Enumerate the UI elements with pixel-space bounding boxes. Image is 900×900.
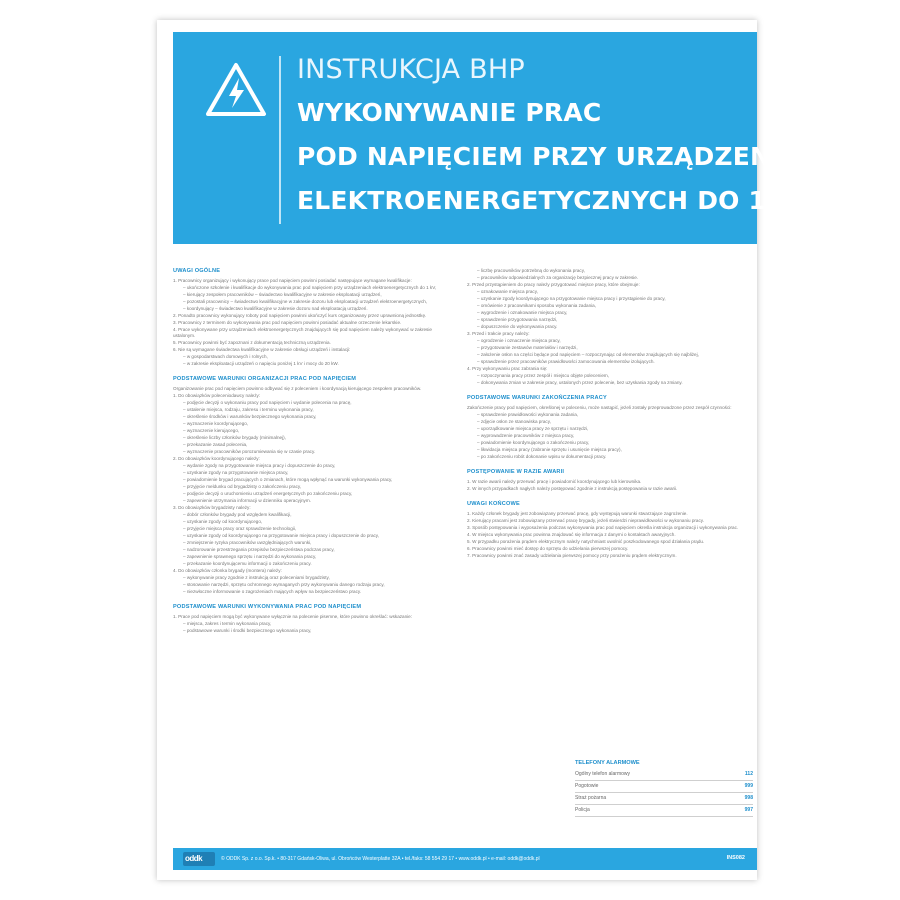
sub-item: – pracowników odpowiedzialnych za organizację bezpiecznej pracy w zakresie. <box>477 275 639 280</box>
sub-item: – oznakowanie miejsca pracy, <box>477 289 538 294</box>
paragraph: 3. Przed i trakcie pracy należy: <box>467 331 530 336</box>
sub-item: – ukończone szkolenie i kwalifikacje do wykonywania prac pod napięciem przy urządzeniach elektroenergetycznych do 1 kV, <box>183 285 437 290</box>
sub-item: – zapewnienie sprawnego sprzętu i narzędzi do wykonania pracy, <box>183 554 317 559</box>
paragraph: 6. Pracownicy powinni mieć dostęp do sprzętu do udzielania pierwszej pomocy. <box>467 546 629 551</box>
sub-item: – koordynujący – świadectwo kwalifikacyjne w zakresie dozoru nad eksploatacją urządzeń. <box>183 306 368 311</box>
paragraph: 3. Sposób postępowania i wyposażenia podczas wykonywania prac pod napięciem określa instrukcja organizacji i wykonywania prac. <box>467 525 739 530</box>
sub-item: – podjęcie decyzji o uruchomieniu urządzeń energetycznych po zakończeniu pracy, <box>183 491 353 496</box>
sub-item: – podstawowe warunki i środki bezpiecznego wykonania pracy, <box>183 628 312 633</box>
poster-footer <box>173 848 757 870</box>
sub-item: – wykonywanie pracy zgodnie z instrukcją oraz poleceniami brygadzisty, <box>183 575 330 580</box>
poster-header <box>173 32 840 244</box>
phone-row <box>575 781 753 793</box>
phone-number: 112 <box>744 771 753 777</box>
header-label: INSTRUKCJA BHP <box>297 54 525 85</box>
sub-item: – niezwłoczne informowanie o zagrożeniach mających wpływ na bezpieczeństwo pracy. <box>183 589 362 594</box>
sub-item: – ogrodzenie i oznaczenie miejsca pracy, <box>477 338 561 343</box>
sub-item: – przygotowanie zestawów materiałów i narzędzi, <box>477 345 578 350</box>
sub-item: – w gospodarstwach domowych i rolnych, <box>183 354 268 359</box>
paragraph: 4. Przy wykonywaniu prac zabrania się: <box>467 366 548 371</box>
sub-item: – stosowanie narzędzi, sprzętu ochronnego wymaganych przy wykonywaniu danego rodzaju pracy, <box>183 582 385 587</box>
sub-item: – pozostali pracownicy – świadectwo kwalifikacyjne w zakresie dozoru lub eksploatacji urządzeń elektroenergetycznych, <box>183 299 428 304</box>
section-heading: PODSTAWOWE WARUNKI ZAKOŃCZENIA PRACY <box>467 395 607 401</box>
left-text-column <box>173 268 455 635</box>
sub-item: – zapewnienie utrzymania informacji w dzienniku operacyjnym. <box>183 498 311 503</box>
sub-item: – wydanie zgody na przygotowanie miejsca pracy i dopuszczenie do pracy, <box>183 463 336 468</box>
phone-label: Pogotowie <box>575 783 599 789</box>
sub-item: – uzyskanie zgody od koordynującego na przygotowanie miejsca pracy i dopuszczenie do pracy, <box>183 533 380 538</box>
paragraph: 3. Do obowiązków brygadzisty należy: <box>173 505 251 510</box>
phone-number: 997 <box>744 807 753 813</box>
footer-contact-text: © ODDK Sp. z o.o. Sp.k. • 80-317 Gdańsk-Oliwa, ul. Obrońców Westerplatte 32A • tel./faks: 58 554 29 17 • www.oddk.pl • e-mail: oddk@oddk.pl <box>221 856 540 862</box>
paragraph: 2. Do obowiązków koordynującego należy: <box>173 456 260 461</box>
paragraph: 1. Do obowiązków poleceniodawcy należy: <box>173 393 261 398</box>
header-title-line-2: POD NAPIĘCIEM PRZY URZĄDZENIACH <box>297 142 840 171</box>
sub-item: – dobór członków brygady pod względem kwalifikacji, <box>183 512 292 517</box>
header-divider <box>279 56 281 224</box>
company-logo <box>183 852 215 866</box>
sub-item: – uzyskanie zgody od koordynującego, <box>183 519 263 524</box>
sub-item: – przyjęcie miejsca pracy oraz sprawdzenie technologii, <box>183 526 297 531</box>
sub-item: – uporządkowanie miejsca pracy ze sprzętu i narzędzi, <box>477 426 589 431</box>
section-heading: UWAGI OGÓLNE <box>173 268 221 274</box>
document-code: INS082 <box>726 855 745 861</box>
sub-item: – ustalenie miejsca, rodzaju, zakresu i terminu wykonania pracy, <box>183 407 314 412</box>
paragraph: 2. Przed przystąpieniem do pracy należy przygotować miejsce pracy, które obejmuje: <box>467 282 640 287</box>
phone-number: 998 <box>744 795 753 801</box>
phone-label: Policja <box>575 807 590 813</box>
section-heading: PODSTAWOWE WARUNKI ORGANIZACJI PRAC POD NAPIĘCIEM <box>173 376 357 382</box>
sub-item: – przyjęcie meldunku od brygadzisty o zakończeniu pracy, <box>183 484 302 489</box>
sub-item: – wygrodzenie i oznakowanie miejsca pracy, <box>477 310 568 315</box>
phone-label: Ogólny telefon alarmowy <box>575 771 631 777</box>
header-title-line-1: WYKONYWANIE PRAC <box>297 98 602 127</box>
sub-item: – nadzorowanie przestrzegania przepisów bezpieczeństwa podczas pracy, <box>183 547 335 552</box>
sub-item: – zmniejszenie ryzyka pracowników uwzględniających warunki, <box>183 540 312 545</box>
sub-item: – rozpoczynania pracy przez zespół i miejscu objęte poleceniem, <box>477 373 610 378</box>
paragraph: Organizowanie prac pod napięciem powinno odbywać się z poleceniem i koordynacją kierującego zespołem pracowników. <box>173 386 422 391</box>
sub-item: – założenie osłon na części będące pod napięciem – rozpoczynając od elementów znajdujących się najbliżej, <box>477 352 699 357</box>
paragraph: 5. W przypadku porażenia prądem elektrycznym należy natychmiast uwolnić poszkodowanego spod działania prądu. <box>467 539 705 544</box>
section-heading: PODSTAWOWE WARUNKI WYKONYWANIA PRAC POD NAPIĘCIEM <box>173 604 362 610</box>
phone-label: Straż pożarna <box>575 795 607 801</box>
right-text-column <box>467 268 749 560</box>
sub-item: – sprawdzenie prawidłowości wykonania zadania, <box>477 412 579 417</box>
instruction-poster <box>157 20 840 880</box>
paragraph: 6. Nie są wymagane świadectwa kwalifikacyjne w zakresie obsługi urządzeń i instalacji: <box>173 347 351 352</box>
paragraph: 2. Ponadto pracownicy wykonujący roboty pod napięciem powinni ukończyć kurs organizowany przez uprawnioną jednostkę. <box>173 313 427 318</box>
paragraph: 1. Pracownicy organizujący i wykonujący prace pod napięciem powinni posiadać następujące wymagane kwalifikacje: <box>173 278 412 283</box>
phone-row <box>575 805 753 817</box>
sub-item: – miejsca, zakres i termin wykonania pracy, <box>183 621 272 626</box>
paragraph: 4. Prace wykonywane przy urządzeniach elektroenergetycznych znajdujących się pod napięciem należy wykonywać w zakresie ustalonym. <box>173 327 432 338</box>
high-voltage-warning-icon <box>205 62 267 118</box>
sub-item: – dopuszczenie do wykonywania pracy. <box>477 324 558 329</box>
sub-item: – przekazanie zasad polecenia, <box>183 442 248 447</box>
paragraph: 7. Pracownicy powinni znać zasady udzielania pierwszej pomocy przy porażeniu prądem elektrycznym. <box>467 553 677 558</box>
paragraph: 2. W innych przypadkach nagłych należy postępować zgodnie z instrukcją postępowania w razie awarii. <box>467 486 678 491</box>
sub-item: – liczbę pracowników potrzebną do wykonania pracy, <box>477 268 585 273</box>
sub-item: – kierujący zespołem pracowników – świadectwo kwalifikacyjne w zakresie eksploatacji urządzeń, <box>183 292 382 297</box>
sub-item: – sprawdzenie przez pracowników prawidłowości zamocowania elementów izolujących. <box>477 359 655 364</box>
sub-item: – po zakończeniu robót dokonanie wpisu w dokumentacji pracy. <box>477 454 607 459</box>
sub-item: – podjęcie decyzji o wykonaniu pracy pod napięciem i wydanie polecenia na pracę, <box>183 400 352 405</box>
sub-item: – określenie liczby członków brygady (minimalnej), <box>183 435 286 440</box>
sub-item: – uzyskanie zgody na przygotowanie miejsca pracy, <box>183 470 289 475</box>
phone-number: 999 <box>744 783 753 789</box>
paragraph: 4. Do obowiązków członka brygady (montera) należy: <box>173 568 282 573</box>
sub-item: – wyznaczenie pracowników porozumiewania się w czasie pracy. <box>183 449 316 454</box>
sub-item: – dokonywania zmian w zakresie pracy, ustalonych przez polecenie, bez uzyskania zgody na zmiany. <box>477 380 683 385</box>
phone-row <box>575 793 753 805</box>
sub-item: – zdjęcie osłon ze stanowiska pracy, <box>477 419 551 424</box>
paragraph: Zakończenie pracy pod napięciem, określonej w poleceniu, może nastąpić, jeżeli zostały przeprowadzone przez zespół czynności: <box>467 405 732 410</box>
paragraph: 1. W razie awarii należy przerwać pracę i powiadomić koordynującego lub kierownika. <box>467 479 642 484</box>
sub-item: – określenie środków i warunków bezpiecznego wykonania pracy, <box>183 414 317 419</box>
paragraph: 1. Prace pod napięciem mogą być wykonywane wyłącznie na polecenie pisemne, które powinno określać: wskazanie: <box>173 614 413 619</box>
company-logo-text: oddk <box>185 854 203 863</box>
sub-item: – sprawdzenie przygotowania narzędzi, <box>477 317 558 322</box>
section-heading: POSTĘPOWANIE W RAZIE AWARII <box>467 469 565 475</box>
paragraph: 3. Pracownicy z terminem do wykonywania prac pod napięciem powinni posiadać aktualne orzeczenie lekarskie. <box>173 320 402 325</box>
sub-item: – uzyskanie zgody koordynującego na przygotowanie miejsca pracy i przystąpienie do pracy, <box>477 296 666 301</box>
paragraph: 1. Każdy członek brygady jest zobowiązany przerwać pracę, gdy występują warunki stwarzające zagrożenie. <box>467 511 688 516</box>
paragraph: 2. Kierujący pracami jest zobowiązany przerwać pracę brygady, jeżeli stwierdzi nieprawidłowości w wykonaniu pracy. <box>467 518 705 523</box>
sub-item: – w zakresie eksploatacji urządzeń o napięciu poniżej 1 kV i mocy do 20 kW. <box>183 361 339 366</box>
phone-row <box>575 769 753 781</box>
paragraph: 4. W miejscu wykonywania prac powinna znajdować się informacja z danymi o kontaktach awaryjnych. <box>467 532 676 537</box>
sub-item: – wyznaczenie koordynującego, <box>183 421 249 426</box>
emergency-phones-table <box>575 760 753 817</box>
sub-item: – przekazanie koordynującemu informacji o zakończeniu pracy. <box>183 561 312 566</box>
emergency-phones-title: TELEFONY ALARMOWE <box>575 760 640 766</box>
sub-item: – wyprowadzenie pracowników z miejsca pracy, <box>477 433 575 438</box>
header-title-line-3: ELEKTROENERGETYCZNYCH DO 1 kV <box>297 186 812 215</box>
sub-item: – powiadomienie koordynującego o zakończeniu pracy, <box>477 440 590 445</box>
sub-item: – omówienie z pracownikami sposobu wykonania zadania, <box>477 303 596 308</box>
sub-item: – likwidacja miejsca pracy (zabranie sprzętu i usunięcie miejsca pracy), <box>477 447 622 452</box>
sub-item: – powiadomienie brygad pracujących o zmianach, które mogą wpłynąć na warunki wykonywania pracy, <box>183 477 393 482</box>
section-heading: UWAGI KOŃCOWE <box>467 501 520 507</box>
sub-item: – wyznaczenie kierującego, <box>183 428 240 433</box>
paragraph: 5. Pracownicy powinni być zapoznani z dokumentacją techniczną urządzenia. <box>173 340 331 345</box>
